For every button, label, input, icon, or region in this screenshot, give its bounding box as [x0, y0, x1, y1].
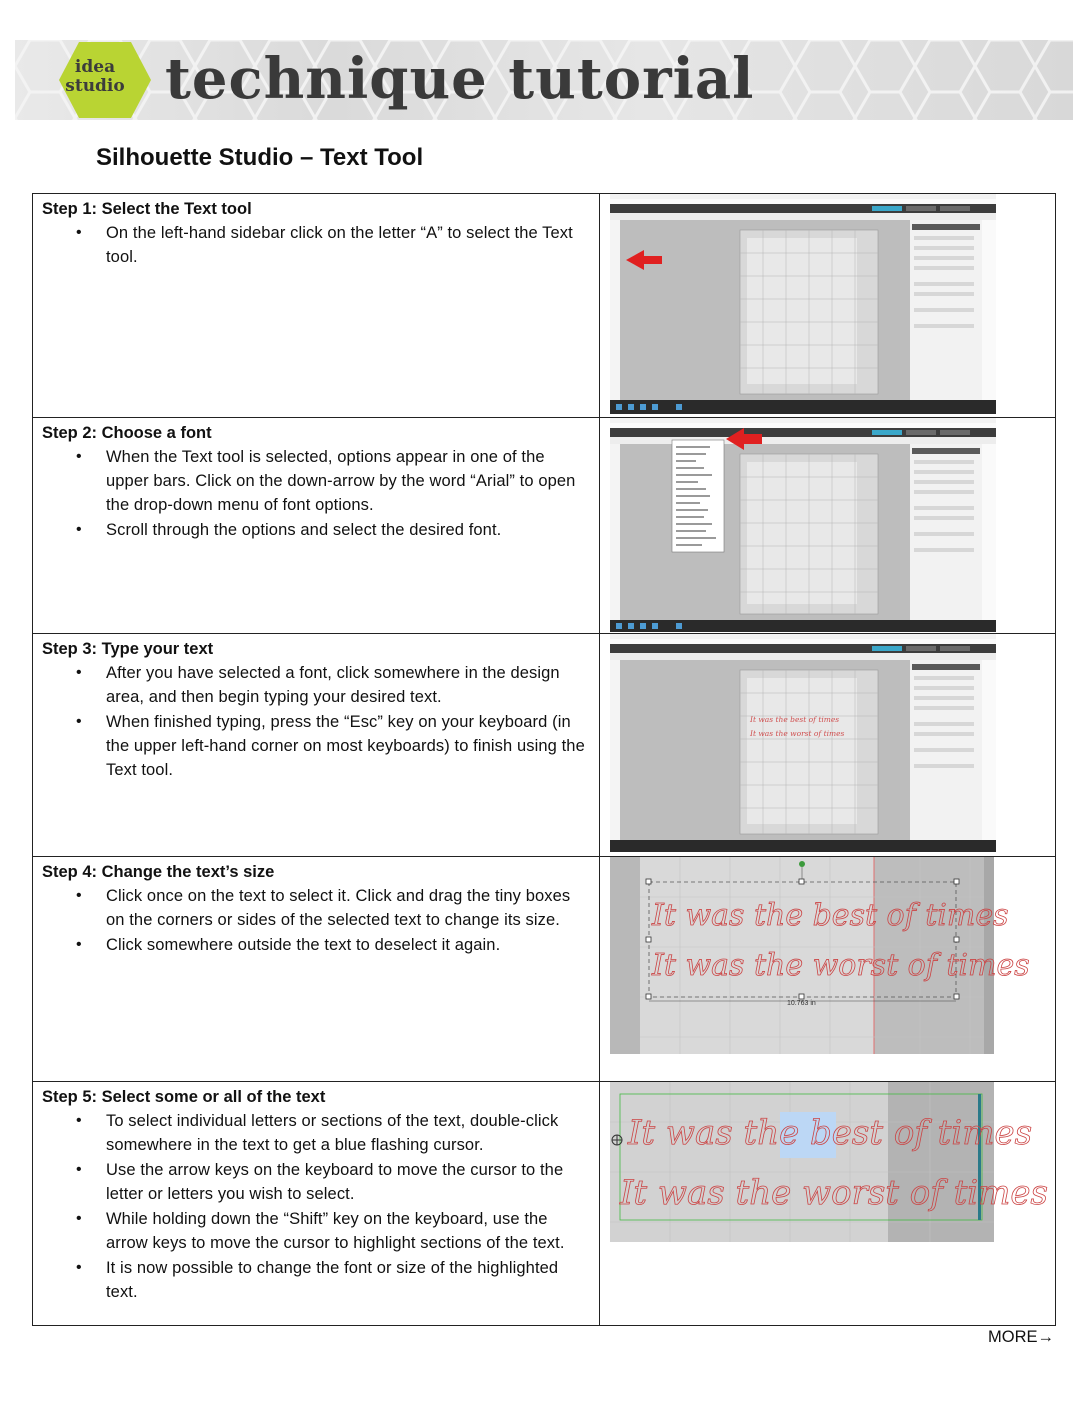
step-text-cell: [33, 418, 600, 633]
step-screenshot-cell: [601, 418, 1055, 633]
step-row-5: [33, 1082, 1055, 1326]
step-row-1: [33, 194, 1055, 418]
step-bullet: • After you have selected a font, click somewhere in the design area, and then begin typing your desired text.: [42, 661, 591, 710]
rotate-handle-icon: [799, 861, 805, 867]
typed-text-line-2: It was the worst of times: [750, 729, 845, 738]
step-screenshot-cell: [601, 857, 1055, 1081]
width-measure-label: 10.763 in: [787, 1000, 816, 1007]
step-heading: Step 1: Select the Text tool: [42, 200, 252, 218]
select-text-screenshot: [610, 1082, 1048, 1242]
step-bullet: • Click somewhere outside the text to deselect it again.: [42, 933, 591, 957]
step-row-2: [33, 418, 1055, 634]
step-text-cell: [33, 194, 600, 417]
step-text-cell: [33, 634, 600, 856]
text-line-1: It was the best of times: [652, 898, 1009, 933]
step-bullet: • It is now possible to change the font or size of the highlighted text.: [42, 1256, 591, 1305]
typed-text-line-1: It was the best of times: [750, 715, 840, 724]
step-bullet: • Click once on the text to select it. Click and drag the tiny boxes on the corners or sides of the selected text to change its size.: [42, 884, 591, 933]
step-heading: Step 2: Choose a font: [42, 424, 212, 442]
document-title: Silhouette Studio – Text Tool: [96, 144, 424, 171]
banner-title: technique tutorial: [165, 46, 755, 112]
step-screenshot-cell: [601, 194, 1055, 417]
text-line-2: It was the worst of times: [620, 1173, 1048, 1213]
step-screenshot-cell: [601, 1082, 1055, 1326]
silhouette-studio-screenshot: [610, 194, 996, 414]
step-heading: Step 3: Type your text: [42, 640, 214, 658]
step-bullet: • To select individual letters or sections of the text, double-click somewhere in the text to get a blue flashing cursor.: [42, 1109, 591, 1158]
header-banner: [15, 40, 1073, 120]
step-screenshot-cell: [601, 634, 1055, 856]
step-bullet: • While holding down the “Shift” key on the keyboard, use the arrow keys to move the cursor to highlight sections of the text.: [42, 1207, 591, 1256]
step-heading: Step 5: Select some or all of the text: [42, 1088, 326, 1106]
step-text-cell: [33, 857, 600, 1081]
step-row-3: [33, 634, 1055, 857]
step-bullet: • Scroll through the options and select the desired font.: [42, 518, 591, 542]
step-bullet: • Use the arrow keys on the keyboard to move the cursor to the letter or letters you wish to select.: [42, 1158, 591, 1207]
steps-table: [32, 193, 1056, 1326]
text-line-1: It was the best of times: [628, 1113, 1033, 1153]
step-bullet: • On the left-hand sidebar click on the letter “A” to select the Text tool.: [42, 221, 591, 270]
silhouette-studio-screenshot: [610, 634, 996, 852]
step-text-cell: [33, 1082, 600, 1326]
step-bullet: • When the Text tool is selected, options appear in one of the upper bars. Click on the down-arrow by the word “Arial” to open the drop-down menu of font options.: [42, 445, 591, 518]
more-link[interactable]: MORE→: [988, 1328, 1054, 1346]
text-line-2: It was the worst of times: [652, 948, 1030, 983]
resize-text-screenshot: [610, 857, 1030, 1054]
silhouette-studio-screenshot: [610, 418, 996, 632]
step-row-4: [33, 857, 1055, 1082]
step-bullet: • When finished typing, press the “Esc” key on your keyboard (in the upper left-hand corner on most keyboards) to finish using the Text tool.: [42, 710, 591, 783]
step-heading: Step 4: Change the text’s size: [42, 863, 275, 881]
logo-text: idea studio: [65, 57, 125, 96]
